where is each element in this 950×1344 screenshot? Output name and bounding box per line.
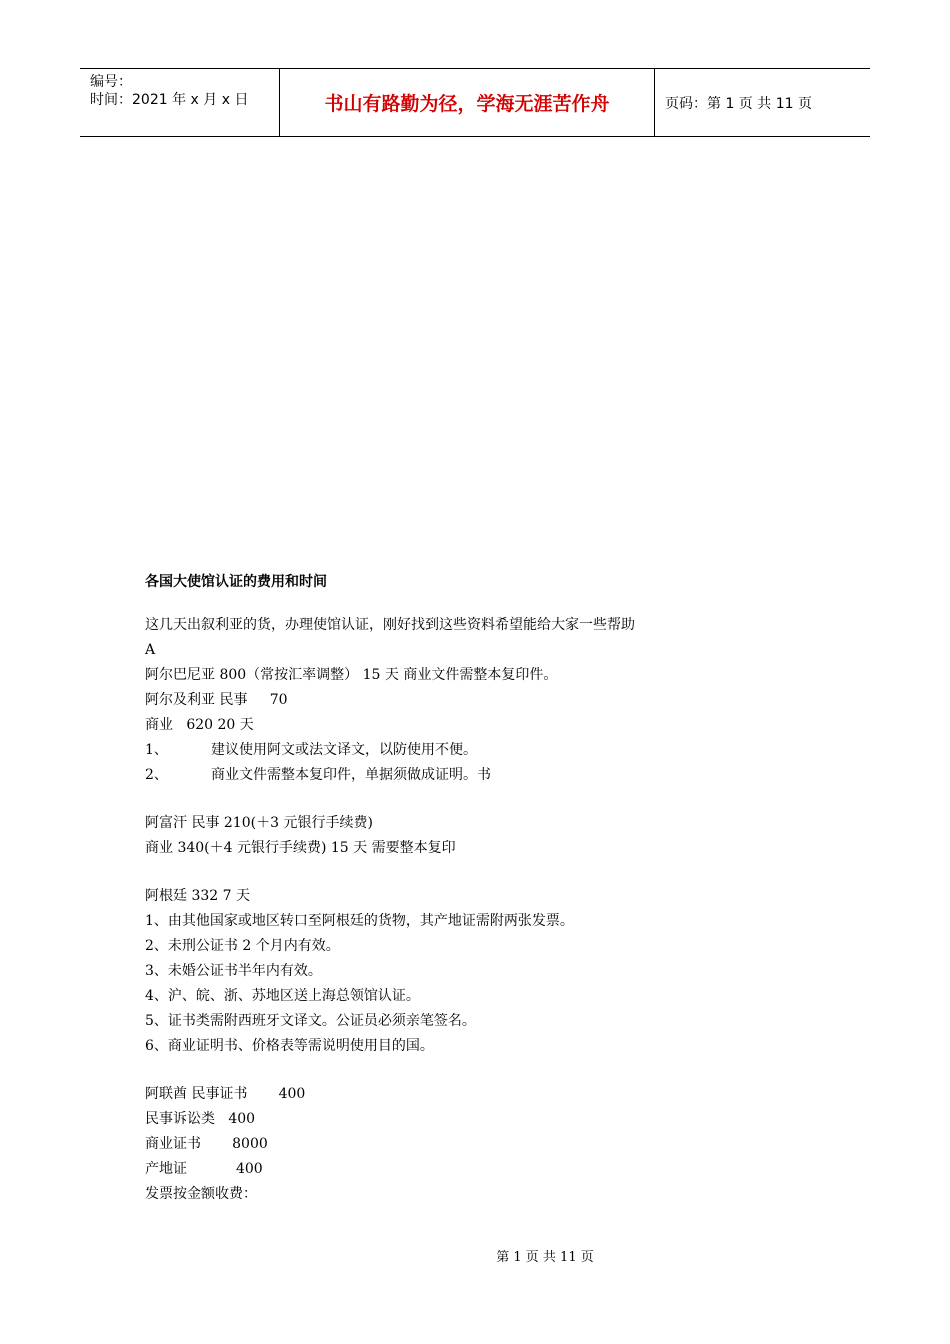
albania-entry: 阿尔巴尼亚 800（常按汇率调整） 15 天 商业文件需整本复印件。 <box>145 667 558 683</box>
document-title: 各国大使馆认证的费用和时间 <box>145 574 327 590</box>
number-label: 编号： <box>90 74 132 90</box>
argentina-note: 2、未刑公证书 2 个月内有效。 <box>145 938 340 954</box>
note-text: 建议使用阿文或法文译文，以防使用不便。 <box>211 742 477 758</box>
algeria-note <box>145 763 845 788</box>
algeria-note <box>145 738 845 763</box>
document-body <box>145 570 845 1207</box>
page-header <box>80 68 870 137</box>
algeria-civil-entry: 阿尔及利亚 民事 70 <box>145 692 288 708</box>
intro-paragraph: 这几天出叙利亚的货，办理使馆认证，刚好找到这些资料希望能给大家一些帮助 <box>145 617 635 633</box>
uae-litigation-entry: 民事诉讼类 400 <box>145 1111 256 1127</box>
uae-civil-entry: 阿联酋 民事证书 400 <box>145 1086 306 1102</box>
page-footer: 第 1 页 共 11 页 <box>496 1250 594 1265</box>
argentina-note: 5、证书类需附西班牙文译文。公证员必须亲笔签名。 <box>145 1013 476 1029</box>
header-motto: 书山有路勤为径，学海无涯苦作舟 <box>280 69 655 136</box>
note-number: 1、 <box>145 742 168 758</box>
spacer <box>145 1059 845 1082</box>
argentina-note: 6、商业证明书、价格表等需说明使用目的国。 <box>145 1038 434 1054</box>
argentina-entry: 阿根廷 332 7 天 <box>145 888 250 904</box>
spacer <box>145 861 845 884</box>
afghanistan-civil-entry: 阿富汗 民事 210(＋3 元银行手续费) <box>145 815 373 831</box>
argentina-note: 3、未婚公证书半年内有效。 <box>145 963 322 979</box>
section-letter: A <box>145 642 156 658</box>
uae-origin-entry: 产地证 400 <box>145 1161 263 1177</box>
time-label: 时间：2021 年 x 月 x 日 <box>90 92 249 108</box>
spacer <box>145 788 845 811</box>
uae-commercial-entry: 商业证书 8000 <box>145 1136 268 1152</box>
argentina-note: 1、由其他国家或地区转口至阿根廷的货物，其产地证需附两张发票。 <box>145 913 574 929</box>
note-text: 商业文件需整本复印件，单据须做成证明。书 <box>211 767 491 783</box>
header-meta <box>80 69 280 136</box>
uae-invoice-entry: 发票按金额收费： <box>145 1186 257 1202</box>
afghanistan-commercial-entry: 商业 340(＋4 元银行手续费) 15 天 需要整本复印 <box>145 840 456 856</box>
argentina-note: 4、沪、皖、浙、苏地区送上海总领馆认证。 <box>145 988 420 1004</box>
algeria-commercial-entry: 商业 620 20 天 <box>145 717 254 733</box>
header-page-info: 页码：第 1 页 共 11 页 <box>665 95 812 112</box>
note-number: 2、 <box>145 767 168 783</box>
